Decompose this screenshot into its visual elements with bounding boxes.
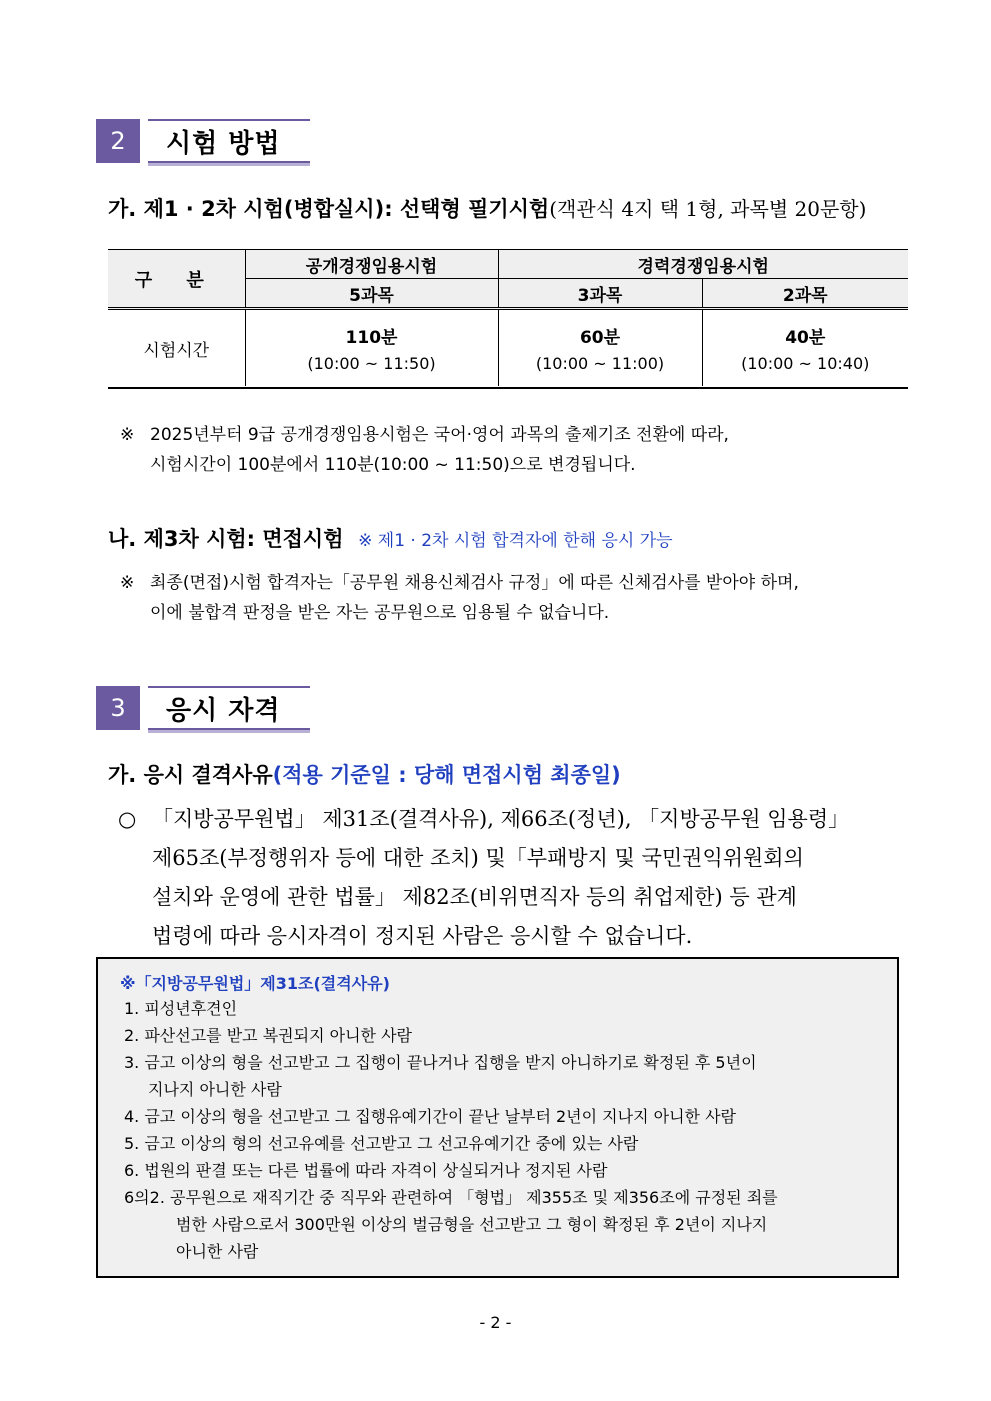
disqualification-article-box (96, 957, 899, 1278)
section-title-eligibility: 응시 자격 (148, 686, 310, 730)
paragraph-line: 「지방공무원법」 제31조(결격사유), 제66조(정년), 「지방공무원 임용령」 (152, 807, 850, 831)
table-cell (498, 309, 702, 387)
subheading-written-exam-detail: (객관식 4지 택 1형, 과목별 20문항) (549, 197, 867, 221)
section-title-underline (148, 163, 310, 166)
note-line: 이에 불합격 판정을 받은 자는 공무원으로 임용될 수 없습니다. (150, 603, 610, 623)
cell-duration: 60분 (579, 328, 621, 348)
section-title-underline (148, 730, 310, 733)
box-list-item: 6. 법원의 판결 또는 다른 법률에 따라 자격이 상실되거나 정지된 사람 (124, 1161, 608, 1180)
box-list-item: 1. 피성년후견인 (124, 999, 238, 1018)
note-line: 시험시간이 100분에서 110분(10:00 ~ 11:50)으로 변경됩니다. (150, 455, 636, 475)
table-cell (245, 309, 498, 387)
paragraph-line: 설치와 운영에 관한 법률」 제82조(비위면직자 등의 취업제한) 등 관계 (152, 885, 797, 909)
bullet-circle: ○ (118, 807, 137, 831)
subheading-interview (108, 523, 673, 553)
table-header-open-exam: 공개경쟁임용시험 (245, 250, 498, 279)
note-mark: ※ (120, 573, 135, 593)
box-list-item-continued: 아니한 사람 (176, 1242, 259, 1261)
box-list-item-continued: 지나지 아니한 사람 (148, 1080, 282, 1099)
cell-time-range: (10:00 ~ 10:40) (741, 354, 870, 373)
disqualification-paragraph (118, 800, 849, 956)
box-list-item: 5. 금고 이상의 형의 선고유예를 선고받고 그 선고유예기간 중에 있는 사람 (124, 1134, 639, 1153)
paragraph-line: 법령에 따라 응시자격이 정지된 사람은 응시할 수 없습니다. (152, 924, 693, 948)
box-list-item: 6의2. 공무원으로 재직기간 중 직무와 관련하여 「형법」 제355조 및 제356조에 규정된 죄를 (124, 1188, 778, 1207)
table-corner-header: 구 분 (108, 250, 245, 309)
box-title: ※「지방공무원법」제31조(결격사유) (120, 974, 390, 993)
subheading-disqualification-label: 가. 응시 결격사유 (108, 763, 273, 787)
box-list-item-continued: 범한 사람으로서 300만원 이상의 벌금형을 선고받고 그 형이 확정된 후 2년이 지나지 (176, 1215, 768, 1234)
table-header-3-subjects: 3과목 (498, 279, 702, 309)
exam-time-table (108, 250, 908, 386)
subheading-disqualification (108, 759, 621, 789)
page-number: - 2 - (479, 1313, 512, 1332)
subheading-interview-label: 나. 제3차 시험: 면접시험 (108, 527, 344, 551)
subheading-written-exam (108, 193, 866, 223)
cell-duration: 40분 (785, 328, 826, 348)
subheading-written-exam-label: 가. 제1 · 2차 시험(병합실시): 선택형 필기시험 (108, 197, 550, 221)
subheading-criteria-date: (적용 기준일 : 당해 면접시험 최종일) (272, 763, 621, 787)
table-row-label-exam-time: 시험시간 (108, 309, 245, 387)
table-cell (702, 309, 908, 387)
cell-duration: 110분 (345, 328, 398, 348)
section-title-exam-method: 시험 방법 (148, 119, 310, 163)
note-line: 최종(면접)시험 합격자는「공무원 채용신체검사 규정」에 따른 신체검사를 받아야 하며, (150, 573, 799, 593)
table-bottom-border (108, 387, 908, 389)
cell-time-range: (10:00 ~ 11:50) (307, 354, 436, 373)
section-number-3: 3 (96, 686, 140, 730)
note-mark: ※ (120, 425, 135, 445)
cell-time-range: (10:00 ~ 11:00) (535, 354, 665, 373)
box-list-item: 2. 파산선고를 받고 복권되지 아니한 사람 (124, 1026, 412, 1045)
note-line: 2025년부터 9급 공개경쟁임용시험은 국어·영어 과목의 출제기조 전환에 따라, (150, 425, 729, 445)
section-number-2: 2 (96, 119, 140, 163)
table-header-2-subjects: 2과목 (702, 279, 908, 309)
paragraph-line: 제65조(부정행위자 등에 대한 조치) 및「부패방지 및 국민권익위원회의 (152, 846, 804, 870)
table-header-5-subjects: 5과목 (245, 279, 498, 309)
note-time-change (120, 420, 729, 480)
note-physical-exam (120, 568, 799, 628)
table-header-career-exam: 경력경쟁임용시험 (498, 250, 908, 279)
box-list-item: 4. 금고 이상의 형을 선고받고 그 집행유예기간이 끝난 날부터 2년이 지나지 아니한 사람 (124, 1107, 736, 1126)
box-list-item: 3. 금고 이상의 형을 선고받고 그 집행이 끝나거나 집행을 받지 아니하기로 확정된 후 5년이 (124, 1053, 757, 1072)
subheading-interview-note: ※ 제1 · 2차 시험 합격자에 한해 응시 가능 (358, 531, 673, 551)
